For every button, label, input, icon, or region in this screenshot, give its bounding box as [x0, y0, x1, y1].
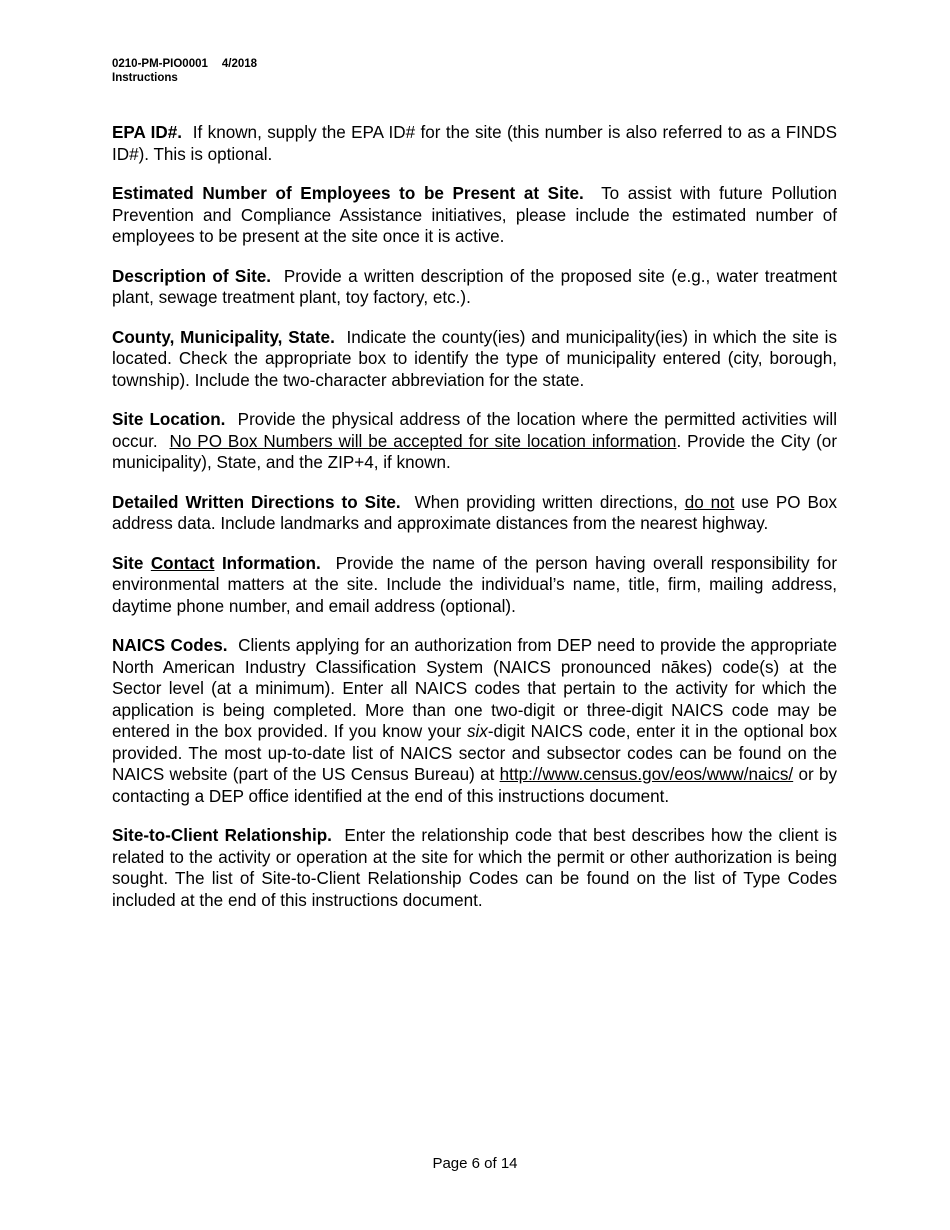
section-heading: County, Municipality, State.	[112, 327, 335, 347]
header-label: Instructions	[112, 72, 178, 84]
section-text: Indicate the county(ies) and municipality(ies) in which the site is located. Check the appropriate box to identify the type of municipality entered (city, borough, township). Include the two-character abbreviation for the state.	[112, 327, 838, 390]
section-heading: EPA ID#.	[112, 123, 182, 142]
section-heading: Site Location.	[112, 410, 226, 429]
underlined-note: No PO Box Numbers will be accepted for site location information	[169, 431, 677, 451]
section-county	[112, 327, 837, 392]
section-heading: Estimated Number of Employees to be Present at Site.	[112, 184, 584, 203]
section-text: Clients applying for an authorization from DEP need to provide the appropriate North American Industry Classification System (NAICS pronounced nākes) code(s) at the Sector level (at a minimum). Enter all NAICS codes that pertain to the activity for which the application is being completed. More than one two-digit or three-digit NAICS code may be entered in the box provided. If you know your	[112, 636, 837, 741]
instructions-body	[112, 122, 837, 929]
section-text: When providing written directions,	[414, 492, 678, 512]
section-naics	[112, 635, 837, 807]
page-number: Page 6 of 14	[432, 1155, 518, 1172]
section-text: Enter the relationship code that best describes how the client is related to the activity or operation at the site for which the permit or other authorization is being sought. The list of Site-to-Client Relationship Codes can be found on the list of Type Codes included at the end of this instructions document.	[112, 826, 838, 910]
section-heading: NAICS Codes.	[112, 636, 228, 655]
section-directions	[112, 492, 837, 535]
section-epa-id	[112, 122, 837, 165]
section-site-location	[112, 409, 837, 474]
form-date: 4/2018	[221, 58, 258, 70]
naics-website-link[interactable]: http://www.census.gov/eos/www/naics/	[499, 765, 794, 784]
section-text-after: use PO Box address data. Include landmarks and approximate distances from the nearest highway.	[112, 492, 837, 533]
heading-underlined: Contact	[150, 553, 215, 573]
section-contact	[112, 553, 837, 618]
form-number: 0210-PM-PIO0001	[112, 58, 208, 70]
section-text: To assist with future Pollution Prevention and Compliance Assistance initiatives, please include the estimated number of employees to be present at the site once it is active.	[112, 184, 837, 246]
section-heading: Site-to-Client Relationship.	[112, 826, 332, 845]
section-text: If known, supply the EPA ID# for the site (this number is also referred to as a FINDS ID#). This is optional.	[112, 123, 837, 164]
section-text: Provide the physical address of the location where the permitted activities will occur.	[112, 410, 837, 451]
section-description	[112, 266, 837, 309]
heading-part: Site	[112, 553, 144, 573]
section-heading: Detailed Written Directions to Site.	[112, 492, 401, 512]
heading-part: Information.	[221, 553, 321, 573]
underlined-note: do not	[684, 492, 735, 512]
section-text-after: or by contacting a DEP office identified at the end of this instructions document.	[112, 765, 837, 806]
section-text-after: . Provide the City (or municipality), State, and the ZIP+4, if known.	[112, 431, 838, 472]
section-text: Provide the name of the person having overall responsibility for environmental matters at the site. Include the individual’s name, title, firm, mailing address, daytime phone number, and email address (optional).	[112, 553, 838, 616]
section-heading	[112, 554, 321, 573]
section-relationship	[112, 825, 837, 911]
section-heading: Description of Site.	[112, 266, 272, 286]
form-id-line	[112, 57, 257, 71]
italic-word: six	[466, 722, 488, 741]
section-employees	[112, 183, 837, 248]
section-text-middle: -digit NAICS code, enter it in the optional box provided. The most up-to-date list of NAICS sector and subsector codes can be found on the NAICS website (part of the US Census Bureau) at	[112, 722, 837, 784]
section-text: Provide a written description of the proposed site (e.g., water treatment plant, sewage treatment plant, toy factory, etc.).	[112, 266, 838, 307]
document-header	[112, 57, 257, 85]
